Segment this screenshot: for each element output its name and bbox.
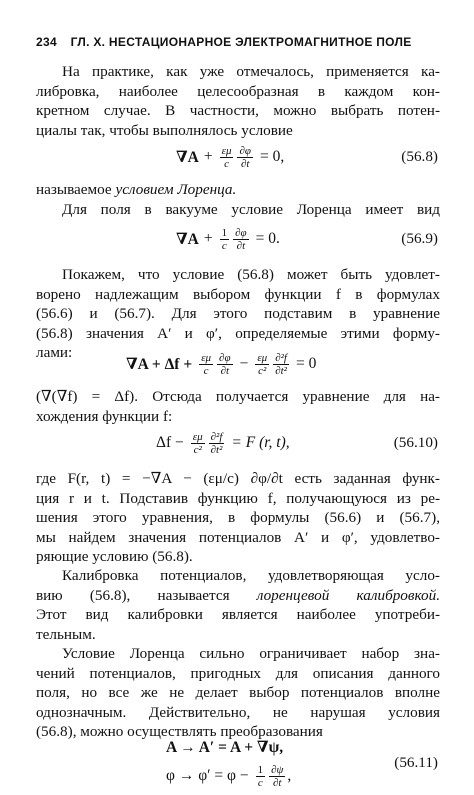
fraction-coefficient xyxy=(256,764,266,789)
equation-56-10 xyxy=(36,428,440,458)
text-span: называемое xyxy=(36,181,116,198)
term-lorenz-gauge: лоренцевой калибровкой. xyxy=(256,586,440,604)
text-line: На практике, как уже отмечалось, применяется ка- xyxy=(62,63,440,80)
numerator: εμ xyxy=(221,144,232,157)
fraction-derivative xyxy=(233,227,249,252)
text-line: Этот вид калибровки является наиболее употреби- xyxy=(36,606,440,623)
denominator: c xyxy=(224,157,229,170)
text-line: лами: xyxy=(36,344,73,361)
equation-number: (56.9) xyxy=(401,230,438,247)
numerator: ∂φ xyxy=(235,226,247,239)
fraction-coefficient xyxy=(220,227,230,252)
equation-tail: = F (r, t), xyxy=(231,434,290,451)
denominator: ∂t xyxy=(241,157,250,170)
text-line: кретном случае. В частности, можно выбрать потен- xyxy=(36,102,440,119)
text-line: либровка, наиболее целесообразная в каждом кон- xyxy=(36,82,440,100)
text-line: мы найдем значения потенциалов A′ и φ′, удовлетво- xyxy=(36,528,440,546)
numerator: 1 xyxy=(257,763,264,776)
text-line: ция r и t. Подставив функцию f, получающуюся из ре- xyxy=(36,489,440,507)
fraction-coefficient xyxy=(255,352,269,377)
fraction-derivative xyxy=(209,431,225,456)
text-line: циалы так, чтобы выполнялось условие xyxy=(36,121,293,139)
text-line: где F(r, t) = −∇A − (εμ/c) ∂φ/∂t есть заданная функ- xyxy=(36,470,440,487)
text-line: поля, но все же не делает выбор потенциалов вполне xyxy=(36,684,440,701)
equation-tail: = 0 xyxy=(295,355,317,372)
numerator: ∂φ xyxy=(239,144,252,157)
text-line: чений потенциалов, пригодных для описания данного xyxy=(36,664,440,682)
plus-sign: + xyxy=(203,230,213,247)
numerator: ∂φ xyxy=(219,351,231,364)
text-line: Условие Лоренца сильно ограничивает набор зна- xyxy=(62,645,440,662)
equation-lhs: Δf − xyxy=(156,434,184,451)
numerator: εμ xyxy=(201,351,212,364)
equation-tail: , xyxy=(287,767,292,784)
paragraph-7 xyxy=(36,566,440,644)
equation-substitution xyxy=(36,349,440,379)
denominator: c xyxy=(221,239,227,252)
denominator: ∂t xyxy=(220,364,230,377)
denominator: c² xyxy=(258,364,267,377)
text-line: (56.8) значения A′ и φ′, определяемые этими форму- xyxy=(36,324,440,342)
equation-number: (56.10) xyxy=(393,434,438,451)
denominator: ∂t² xyxy=(210,443,223,456)
text-line: Калибровка потенциалов, удовлетворяющая усло- xyxy=(62,567,440,584)
text-line: хождения функции f: xyxy=(36,407,173,425)
denominator: ∂t xyxy=(236,239,246,252)
running-header xyxy=(36,35,446,49)
text-span: вию (56.8), называется xyxy=(36,586,257,604)
transform-a: A → A′ = A + ∇ψ, xyxy=(166,739,284,756)
numerator: ∂²f xyxy=(275,351,287,364)
paragraph-5 xyxy=(36,387,440,426)
equation-56-11 xyxy=(36,738,440,794)
plus-sign: + xyxy=(203,148,213,165)
numerator: ∂²f xyxy=(210,430,223,443)
text-line: (56.6) и (56.7). Для этого подставим в уравнение xyxy=(36,305,440,322)
equation-56-8 xyxy=(36,142,440,172)
numerator: 1 xyxy=(221,226,228,239)
page-number: 234 xyxy=(36,35,57,49)
term-lorenz-condition: условием Лоренца. xyxy=(115,181,237,198)
denominator: c xyxy=(257,776,263,789)
text-line: ряющие условию (56.8). xyxy=(36,548,193,565)
denominator: c xyxy=(203,364,209,377)
equation-number: (56.11) xyxy=(394,754,438,771)
paragraph-8 xyxy=(36,644,440,742)
text-line: Покажем, что условие (56.8) может быть удовлет- xyxy=(62,266,440,283)
text-line: однозначным. Действительно, не нарушая условия xyxy=(36,703,440,721)
text-line: ворено надлежащим выбором функции f в формулах xyxy=(36,285,440,303)
nabla-a: ∇A xyxy=(176,231,199,248)
paragraph-2 xyxy=(36,180,440,200)
equation-56-9 xyxy=(36,224,440,254)
text-line: тельным. xyxy=(36,625,96,643)
paragraph-4 xyxy=(36,265,440,363)
equation-lhs: ∇A + Δf + xyxy=(126,356,193,373)
text-line: (∇(∇f) = Δf). Отсюда получается уравнение для на- xyxy=(36,388,440,405)
numerator: ∂ψ xyxy=(271,763,284,776)
numerator: εμ xyxy=(192,430,203,443)
minus-sign: − xyxy=(239,355,249,372)
denominator: c² xyxy=(193,443,202,456)
running-title: ГЛ. X. НЕСТАЦИОНАРНОЕ ЭЛЕКТРОМАГНИТНОЕ ПОЛЕ xyxy=(70,35,412,49)
text-line: шения этого уравнения, в формулы (56.6) и (56.7), xyxy=(36,509,440,526)
fraction-derivative xyxy=(217,352,233,377)
equation-tail: = 0. xyxy=(255,230,280,247)
fraction-derivative xyxy=(269,764,285,789)
paragraph-6 xyxy=(36,469,440,567)
fraction-coefficient xyxy=(220,145,234,170)
paragraph-1 xyxy=(36,62,440,140)
fraction-derivative xyxy=(237,145,253,170)
transform-phi-lhs: φ → φ′ = φ − xyxy=(166,767,249,784)
denominator: ∂t² xyxy=(275,364,287,377)
text-line: Для поля в вакууме условие Лоренца имеет вид xyxy=(62,201,440,218)
nabla-a: ∇A xyxy=(176,149,199,166)
denominator: ∂t xyxy=(272,776,282,789)
fraction-derivative xyxy=(273,352,289,377)
equation-number: (56.8) xyxy=(401,148,438,165)
numerator: εμ xyxy=(257,351,268,364)
equation-tail: = 0, xyxy=(260,148,285,165)
fraction-coefficient xyxy=(199,352,213,377)
text-line: (56.8), можно осуществлять преобразования xyxy=(36,723,323,740)
paragraph-3 xyxy=(36,200,440,220)
fraction-coefficient xyxy=(191,431,205,456)
